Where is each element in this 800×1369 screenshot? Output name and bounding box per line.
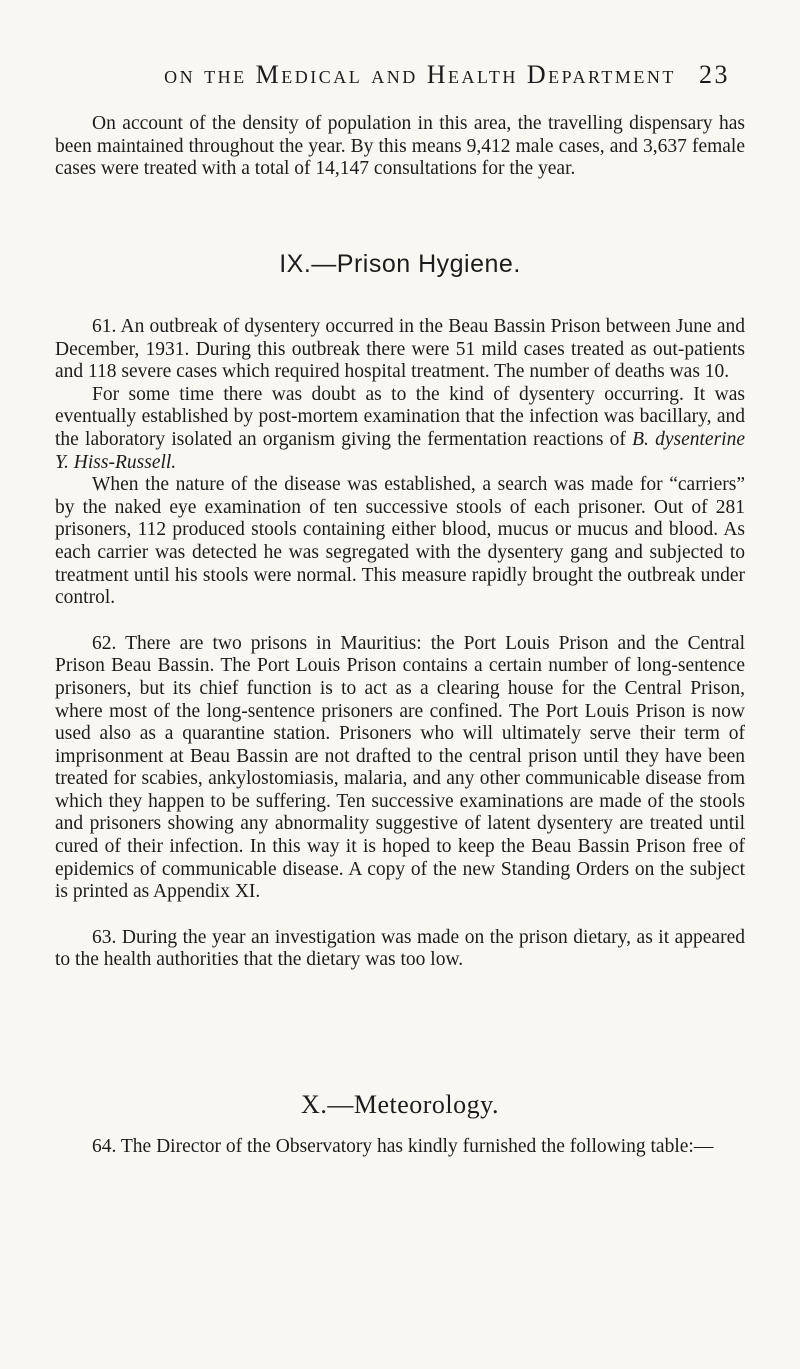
section-x-body — [55, 1136, 745, 1159]
paragraph-62: 62. There are two prisons in Mauritius: the Port Louis Prison and the Central Prison Beau Bassin. The Port Louis Prison contains a certain number of long-sentence prisoners, but its chief function is to act as a clearing house for the Central Prison, where most of the long-sentence prisoners are confined. The Port Louis Prison is now used also as a quarantine station. Prisoners who will ultimately serve their term of imprisonment at Beau Bassin are not drafted to the central prison until they have been treated for scabies, ankylostomiasis, malaria, and any other communicable disease from which they happen to be suffering. Ten successive examinations are made of the stools and prisoners showing any abnormality suggestive of latent dysentery are treated until cured of their infection. In this way it is hoped to keep the Beau Bassin Prison free of epidemics of communicable disease. A copy of the new Standing Orders on the subject is printed as Appendix XI. — [55, 632, 745, 903]
running-head-title: on the Medical and Health Department — [164, 60, 676, 89]
paragraph-61-continued — [55, 384, 745, 474]
paragraph-61: 61. An outbreak of dysentery occurred in the Beau Bassin Prison between June and December, 1931. During this outbreak there were 51 mild cases treated as out-patients and 118 severe cases which required hospital treatment. The number of deaths was 10. — [55, 316, 745, 383]
intro-paragraph: On account of the density of population in this area, the travelling dispensary has been maintained throughout the year. By this means 9,412 male cases, and 3,637 female cases were treated with a total of 14,147 consultations for the year. — [55, 113, 745, 180]
page-number: 23 — [699, 60, 730, 89]
intro-block — [55, 113, 745, 181]
section-x-heading: X.—Meteorology. — [301, 1090, 499, 1119]
paragraph-63: 63. During the year an investigation was made on the prison dietary, as it appeared to the health authorities that the dietary was too low. — [55, 926, 745, 971]
paragraph-61-continued-text: For some time there was doubt as to the kind of dysentery occurring. It was eventually established by post-mortem examination that the infection was bacillary, and the laboratory isolated an organism giving the fermentation reactions of — [55, 383, 745, 450]
running-head — [110, 60, 730, 90]
section-ix-heading: IX.—Prison Hygiene. — [279, 250, 521, 278]
paragraph-61-carriers: When the nature of the disease was established, a search was made for “carriers” by the naked eye examination of ten successive stools of each prisoner. Out of 281 prisoners, 112 produced stools containing either blood, mucus or mucus and blood. As each carrier was detected he was segregated with the dysentery gang and subjected to treatment until his stools were normal. This measure rapidly brought the outbreak under control. — [55, 474, 745, 609]
paragraph-64: 64. The Director of the Observatory has kindly furnished the following table:— — [92, 1136, 714, 1157]
organism-name: B. dysenterine Y. Hiss-Russell. — [55, 428, 745, 473]
section-ix-body — [55, 316, 745, 972]
